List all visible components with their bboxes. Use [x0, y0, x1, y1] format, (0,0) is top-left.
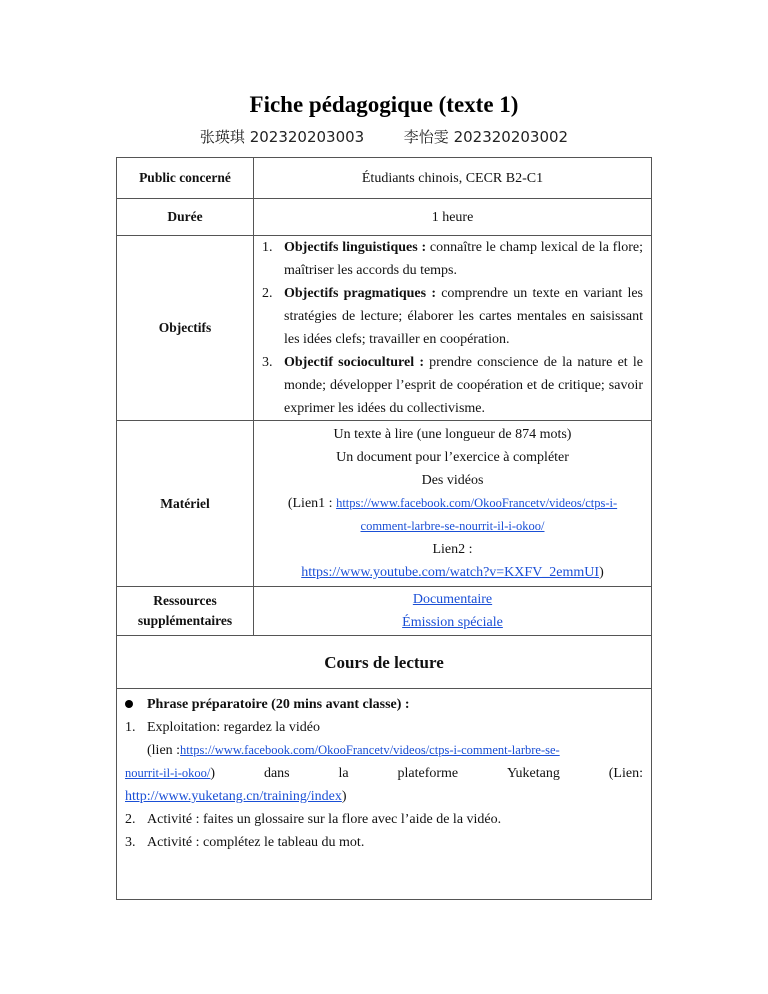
ressources-label	[117, 587, 254, 636]
objectif-title: Objectif socioculturel :	[284, 355, 424, 370]
cours-body	[117, 689, 652, 900]
public-label: Public concerné	[117, 158, 254, 199]
row-materiel	[117, 421, 652, 587]
item-number: 1.	[125, 720, 136, 735]
row-ressources	[117, 587, 652, 636]
emission-speciale-link[interactable]: Émission spéciale	[402, 615, 503, 630]
close-paren: )	[341, 789, 347, 804]
close-paren: )	[210, 766, 216, 781]
objectif-text: connaître le champ lexical de la flore; maîtriser les accords du temps.	[284, 240, 643, 278]
lien1-link[interactable]: https://www.facebook.com/OkooFrancetv/videos/ctps-i-	[336, 496, 618, 510]
author-1-id: 202320203003	[249, 128, 365, 146]
lien2-label: Lien2 :	[432, 542, 473, 557]
objectif-text: prendre conscience de la nature et le monde; développer l’esprit de coopération et de critique; savoir exprimer les idées du collectivisme.	[284, 355, 643, 416]
item-number: 1.	[262, 240, 273, 255]
objectif-item	[262, 282, 643, 351]
row-public	[117, 158, 652, 199]
public-value: Étudiants chinois, CECR B2-C1	[254, 158, 652, 199]
yuketang-link[interactable]: http://www.yuketang.cn/training/index	[125, 789, 342, 804]
lien1-prefix: (Lien1 :	[287, 496, 337, 511]
word: plateforme	[397, 766, 459, 781]
author-2-name: 李怡雯	[403, 128, 449, 146]
body-item-1-cont	[125, 762, 649, 785]
lien-prefix: (lien :	[147, 743, 181, 758]
item-text: Exploitation: regardez la vidéo	[147, 720, 320, 735]
row-duree	[117, 199, 652, 236]
author-1-name: 张瑛琪	[199, 128, 245, 146]
authors-line	[0, 127, 768, 147]
objectif-title: Objectifs pragmatiques :	[284, 286, 436, 301]
phase-heading	[125, 693, 649, 716]
bullet-icon	[125, 700, 133, 708]
cours-title: Cours de lecture	[117, 636, 652, 689]
materiel-lien1	[258, 492, 647, 515]
yuketang-line	[125, 785, 649, 808]
body-item-1	[125, 716, 649, 739]
objectifs-list	[254, 236, 651, 420]
facebook-video-link-cont[interactable]: nourrit-il-i-okoo/	[125, 766, 211, 780]
ressources-label-line: supplémentaires	[137, 613, 233, 628]
lien2-link[interactable]: https://www.youtube.com/watch?v=KXFV_2emmUI	[301, 565, 600, 580]
body-item-1-link	[125, 739, 649, 762]
objectifs-value	[254, 236, 652, 421]
row-cours-body	[117, 689, 652, 900]
word: Yuketang	[507, 766, 560, 781]
materiel-label: Matériel	[117, 421, 254, 587]
duree-value: 1 heure	[254, 199, 652, 236]
objectif-text: comprendre un texte en variant les stratégies de lecture; élaborer les cartes mentales en saisissant les idées clefs; travailler en coopération.	[284, 286, 643, 347]
body-item-2	[125, 808, 649, 831]
item-text: Activité : faites un glossaire sur la flore avec l’aide de la vidéo.	[147, 812, 502, 827]
item-number: 2.	[125, 812, 136, 827]
documentaire-link[interactable]: Documentaire	[412, 592, 493, 607]
objectifs-label: Objectifs	[117, 236, 254, 421]
item-number: 2.	[262, 286, 273, 301]
materiel-line: Un document pour l’exercice à compléter	[336, 450, 569, 465]
word: la	[338, 766, 349, 781]
row-objectifs	[117, 236, 652, 421]
objectif-title: Objectifs linguistiques :	[284, 240, 427, 255]
page-title: Fiche pédagogique (texte 1)	[249, 92, 519, 117]
author-2-id: 202320203002	[453, 128, 569, 146]
item-text: Activité : complétez le tableau du mot.	[147, 835, 365, 850]
ressources-label-line: Ressources	[153, 593, 217, 608]
materiel-line: Un texte à lire (une longueur de 874 mots)	[333, 427, 572, 442]
materiel-lien1-cont	[258, 515, 647, 538]
ressources-value	[254, 587, 652, 636]
phase-title: Phrase préparatoire (20 mins avant classe) :	[147, 697, 410, 712]
facebook-video-link[interactable]: https://www.facebook.com/OkooFrancetv/videos/ctps-i-comment-larbre-se-	[180, 743, 560, 757]
lien2-suffix: )	[599, 565, 604, 580]
item-number: 3.	[262, 355, 273, 370]
word: (Lien:	[608, 766, 643, 781]
lesson-plan-table	[116, 157, 652, 900]
duree-label: Durée	[117, 199, 254, 236]
objectif-item	[262, 236, 643, 282]
materiel-lien2	[258, 561, 647, 584]
row-cours	[117, 636, 652, 689]
objectif-item	[262, 351, 643, 420]
item-number: 3.	[125, 835, 136, 850]
materiel-line: Des vidéos	[421, 473, 484, 488]
word: dans	[263, 766, 290, 781]
lien1-link-cont[interactable]: comment-larbre-se-nourrit-il-i-okoo/	[360, 519, 545, 533]
body-item-3	[125, 831, 649, 854]
materiel-value	[254, 421, 652, 587]
